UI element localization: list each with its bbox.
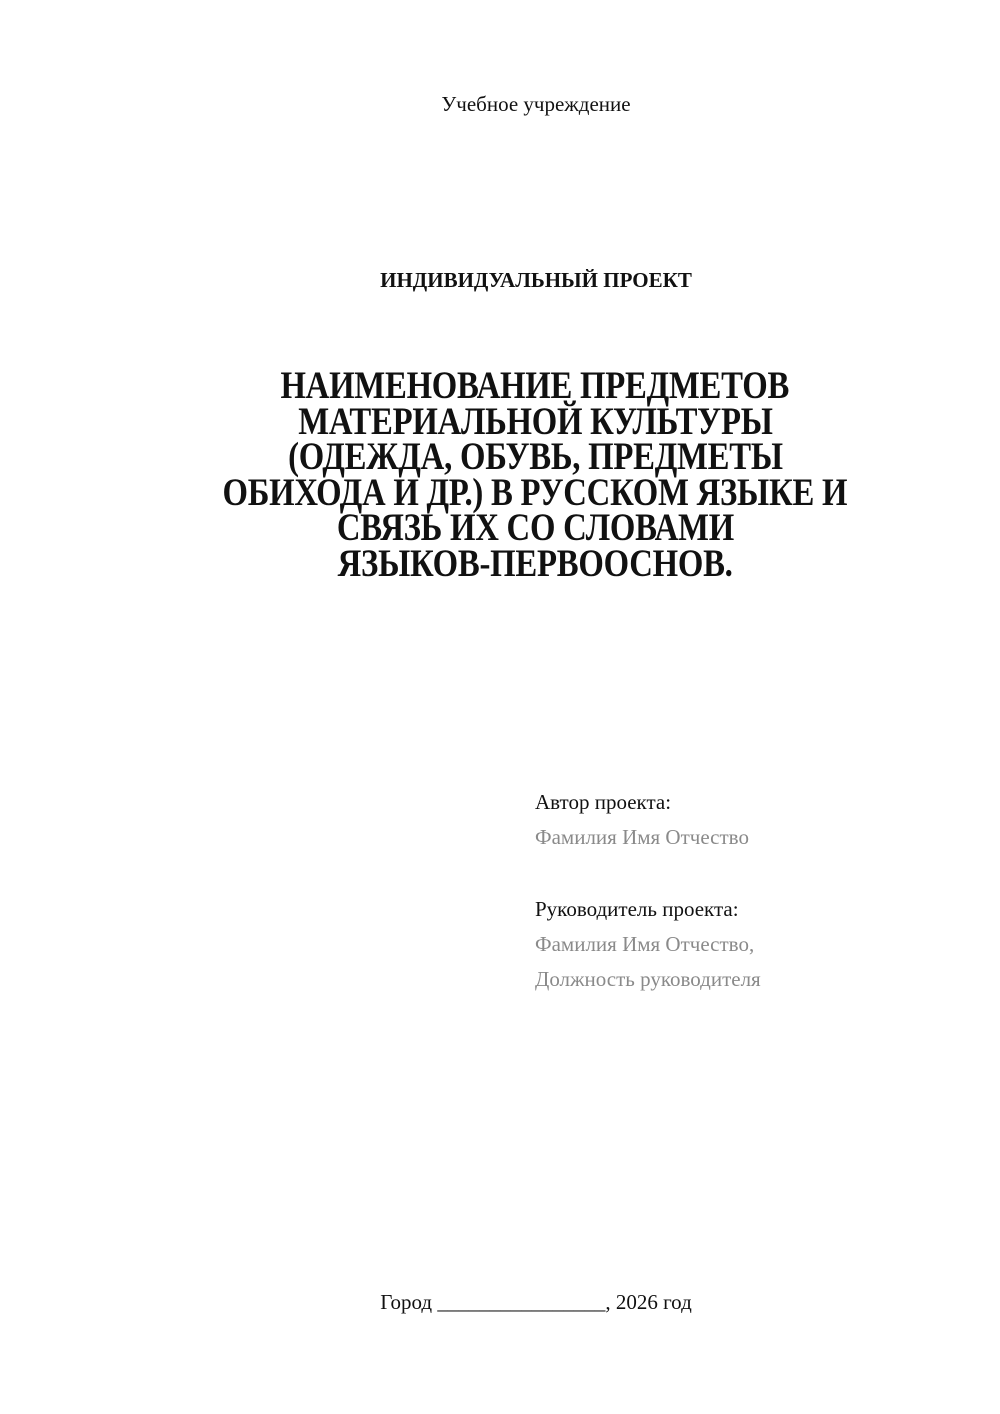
project-type: ИНДИВИДУАЛЬНЫЙ ПРОЕКТ xyxy=(380,268,692,292)
title-line: МАТЕРИАЛЬНОЙ КУЛЬТУРЫ xyxy=(297,399,773,443)
author-name: Фамилия Имя Отчество xyxy=(535,825,749,849)
author-label: Автор проекта: xyxy=(535,790,672,814)
title-line: (ОДЕЖДА, ОБУВЬ, ПРЕДМЕТЫ xyxy=(287,435,783,478)
project-title xyxy=(35,364,1000,585)
institution: Учебное учреждение xyxy=(441,92,631,116)
supervisor-position: Должность руководителя xyxy=(535,967,761,991)
title-line: НАИМЕНОВАНИЕ ПРЕДМЕТОВ xyxy=(280,364,790,407)
supervisor-label: Руководитель проекта: xyxy=(535,897,739,921)
supervisor-name: Фамилия Имя Отчество, xyxy=(535,932,755,956)
title-line: ОБИХОДА И ДР.) В РУССКОМ ЯЗЫКЕ И xyxy=(222,470,848,514)
title-line: ЯЗЫКОВ-ПЕРВООСНОВ. xyxy=(337,541,733,585)
author-block xyxy=(535,785,749,855)
city-year: Город ________________, 2026 год xyxy=(380,1290,692,1314)
title-line: СВЯЗЬ ИХ СО СЛОВАМИ xyxy=(336,506,734,549)
supervisor-block xyxy=(535,892,761,997)
